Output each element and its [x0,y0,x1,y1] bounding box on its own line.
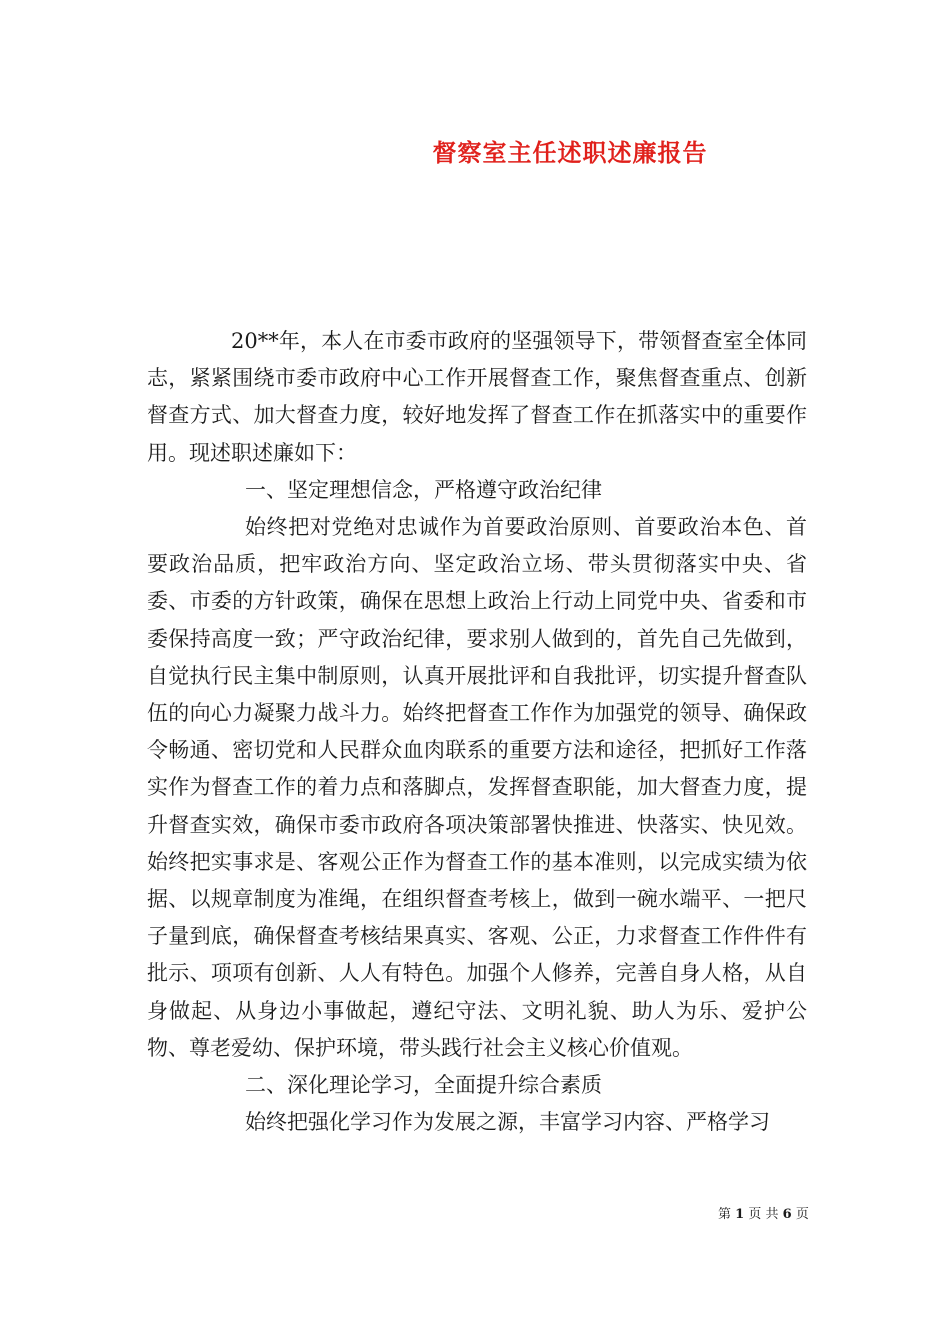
section-1-paragraph: 始终把对党绝对忠诚作为首要政治原则、首要政治本色、首要政治品质，把牢政治方向、坚定政治立场、带头贯彻落实中央、省委、市委的方针政策，确保在思想上政治上行动上同党中央、省委和市委保持高度一致；严守政治纪律，要求别人做到的，首先自己先做到，自觉执行民主集中制原则，认真开展批评和自我批评，切实提升督查队伍的向心力凝聚力战斗力。始终把督查工作作为加强党的领导、确保政令畅通、密切党和人民群众血肉联系的重要方法和途径，把抓好工作落实作为督查工作的着力点和落脚点，发挥督查职能，加大督查力度，提升督查实效，确保市委市政府各项决策部署快推进、快落实、快见效。始终把实事求是、客观公正作为督查工作的基本准则，以完成实绩为依据、以规章制度为准绳，在组织督查考核上，做到一碗水端平、一把尺子量到底，确保督查考核结果真实、客观、公正，力求督查工作件件有批示、项项有创新、人人有特色。加强个人修养，完善自身人格，从自身做起、从身边小事做起，遵纪守法、文明礼貌、助人为乐、爱护公物、尊老爱幼、保护环境，带头践行社会主义核心价值观。 [147,515,807,1060]
footer-suffix: 页 [795,1207,809,1222]
section-heading-2: 二、深化理论学习，全面提升综合素质 [245,1073,602,1098]
footer-current-page: 1 [735,1207,745,1222]
footer-total-pages: 6 [782,1207,792,1222]
page-title: 督察室主任述职述廉报告 [432,138,708,167]
footer-prefix: 第 [718,1207,732,1222]
section-heading-1: 一、坚定理想信念，严格遵守政治纪律 [245,477,602,502]
footer-middle: 页 共 [748,1207,779,1222]
intro-paragraph: 20**年，本人在市委市政府的坚强领导下，带领督查室全体同志，紧紧围绕市委市政府中心工作开展督查工作，聚焦督查重点、创新督查方式、加大督查力度，较好地发挥了督查工作在抓落实中的重要作用。现述职述廉如下： [147,329,807,465]
document-body [147,323,807,1141]
section-2-paragraph: 始终把强化学习作为发展之源，丰富学习内容、严格学习 [245,1110,770,1135]
page-number-footer [718,1203,809,1222]
